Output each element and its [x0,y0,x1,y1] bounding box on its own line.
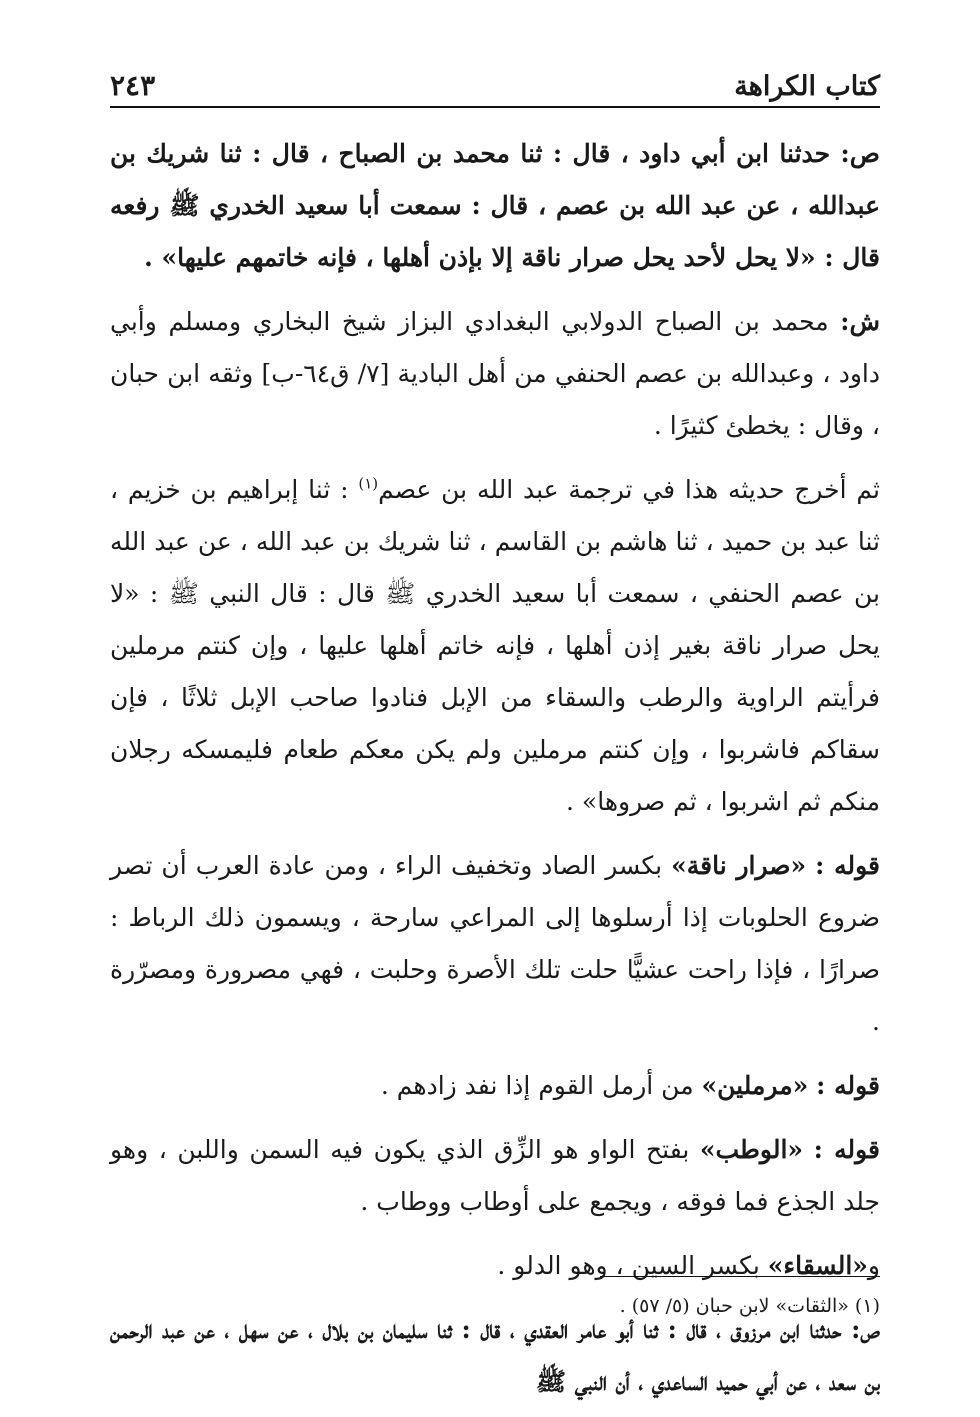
page-header [110,58,880,102]
paragraph-watb [110,1124,880,1228]
paragraph-text: بفتح الواو هو الزِّق الذي يكون فيه السمن واللبن ، وهو جلد الجذع فما فوقه ، ويجمع على أوطاب ووطاب . [110,1135,880,1216]
footnote: (١) «الثقات» لابن حبان (٥/ ٥٧) . [619,1295,880,1317]
paragraph-text: بكسر السين ، وهو الدلو . [497,1251,768,1280]
qawluhu-label: قوله : [816,1071,880,1100]
book-title: كتاب الكراهة [734,71,880,102]
sharh-label: ش: [840,307,880,336]
page-body [110,128,880,1408]
paragraph-text: من أرمل القوم إذا نفد زادهم . [380,1071,702,1100]
paragraph-text: حدثنا ابن مرزوق ، قال : ثنا أبو عامر العقدي ، قال : ثنا سليمان بن بلال ، عن سهل ، عن عبد الرحمن بن سعد ، عن أبي حميد الساعدي ، أن النبي ﷺ [110,1315,880,1396]
paragraph-murmilin [110,1060,880,1112]
matn-label: ص: [840,139,880,168]
quoted-term: «السقاء» [767,1251,868,1280]
paragraph-text: محمد بن الصباح الدولابي البغدادي البزاز شيخ البخاري ومسلم وأبي داود ، وعبدالله بن عصم الحنفي من أهل البادية [٧/ ق٦٤-ب] وثقه ابن حبان ، وقال : يخطئ كثيرًا . [110,307,880,440]
qawluhu-label: قوله : [815,851,880,880]
paragraph-siqa [110,1240,880,1292]
header-divider [110,106,880,108]
footnote-divider [600,1276,880,1277]
quoted-term: «الوطب» [699,1135,804,1164]
footnote-reference[interactable]: (١) [358,474,379,493]
paragraph-sharh [110,296,880,452]
page-number: ٢٤٣ [110,69,156,102]
paragraph-prefix: و [867,1251,880,1280]
matn-label: ص: [851,1315,880,1344]
paragraph-hadith-chain [110,464,880,828]
paragraph-text: ثم أخرج حديثه هذا في ترجمة عبد الله بن عصم [378,475,880,504]
paragraph-matn-1 [110,128,880,284]
paragraph-sirar [110,840,880,1048]
quoted-term: «مرملين» [701,1071,809,1100]
paragraph-text: بكسر الصاد وتخفيف الراء ، ومن عادة العرب أن تصر ضروع الحلوبات إذا أرسلوها إلى المراعي سارحة ، ويسمون ذلك الرباط : صرارًا ، فإذا راحت عشيًّا حلت تلك الأصرة وحلبت ، فهي مصرورة ومصرّرة . [110,851,880,1036]
quoted-term: «صرار ناقة» [671,851,807,880]
qawluhu-label: قوله : [813,1135,880,1164]
paragraph-text: حدثنا ابن أبي داود ، قال : ثنا محمد بن الصباح ، قال : ثنا شريك بن عبدالله ، عن عبد الله بن عصم ، قال : سمعت أبا سعيد الخدري ﷺ رفعه قال : «لا يحل لأحد يحل صرار ناقة إلا بإذن أهلها ، فإنه خاتمهم عليها» . [110,139,880,272]
paragraph-text: : ثنا إبراهيم بن خزيم ، ثنا عبد بن حميد ، ثنا هاشم بن القاسم ، ثنا شريك بن عبد الله ، عن عبد الله بن عصم الحنفي ، سمعت أبا سعيد الخدري ﷺ قال : قال النبي ﷺ : «لا يحل صرار ناقة بغير إذن أهلها ، فإنه خاتم أهلها عليها ، وإن كنتم مرملين فرأيتم الراوية والرطب والسقاء من الإبل فنادوا صاحب الإبل ثلاثًا ، فإن سقاكم فاشربوا ، وإن كنتم مرملين ولم يكن معكم طعام فليمسكه رجلان منكم ثم اشربوا ، ثم صروها» . [110,475,880,816]
